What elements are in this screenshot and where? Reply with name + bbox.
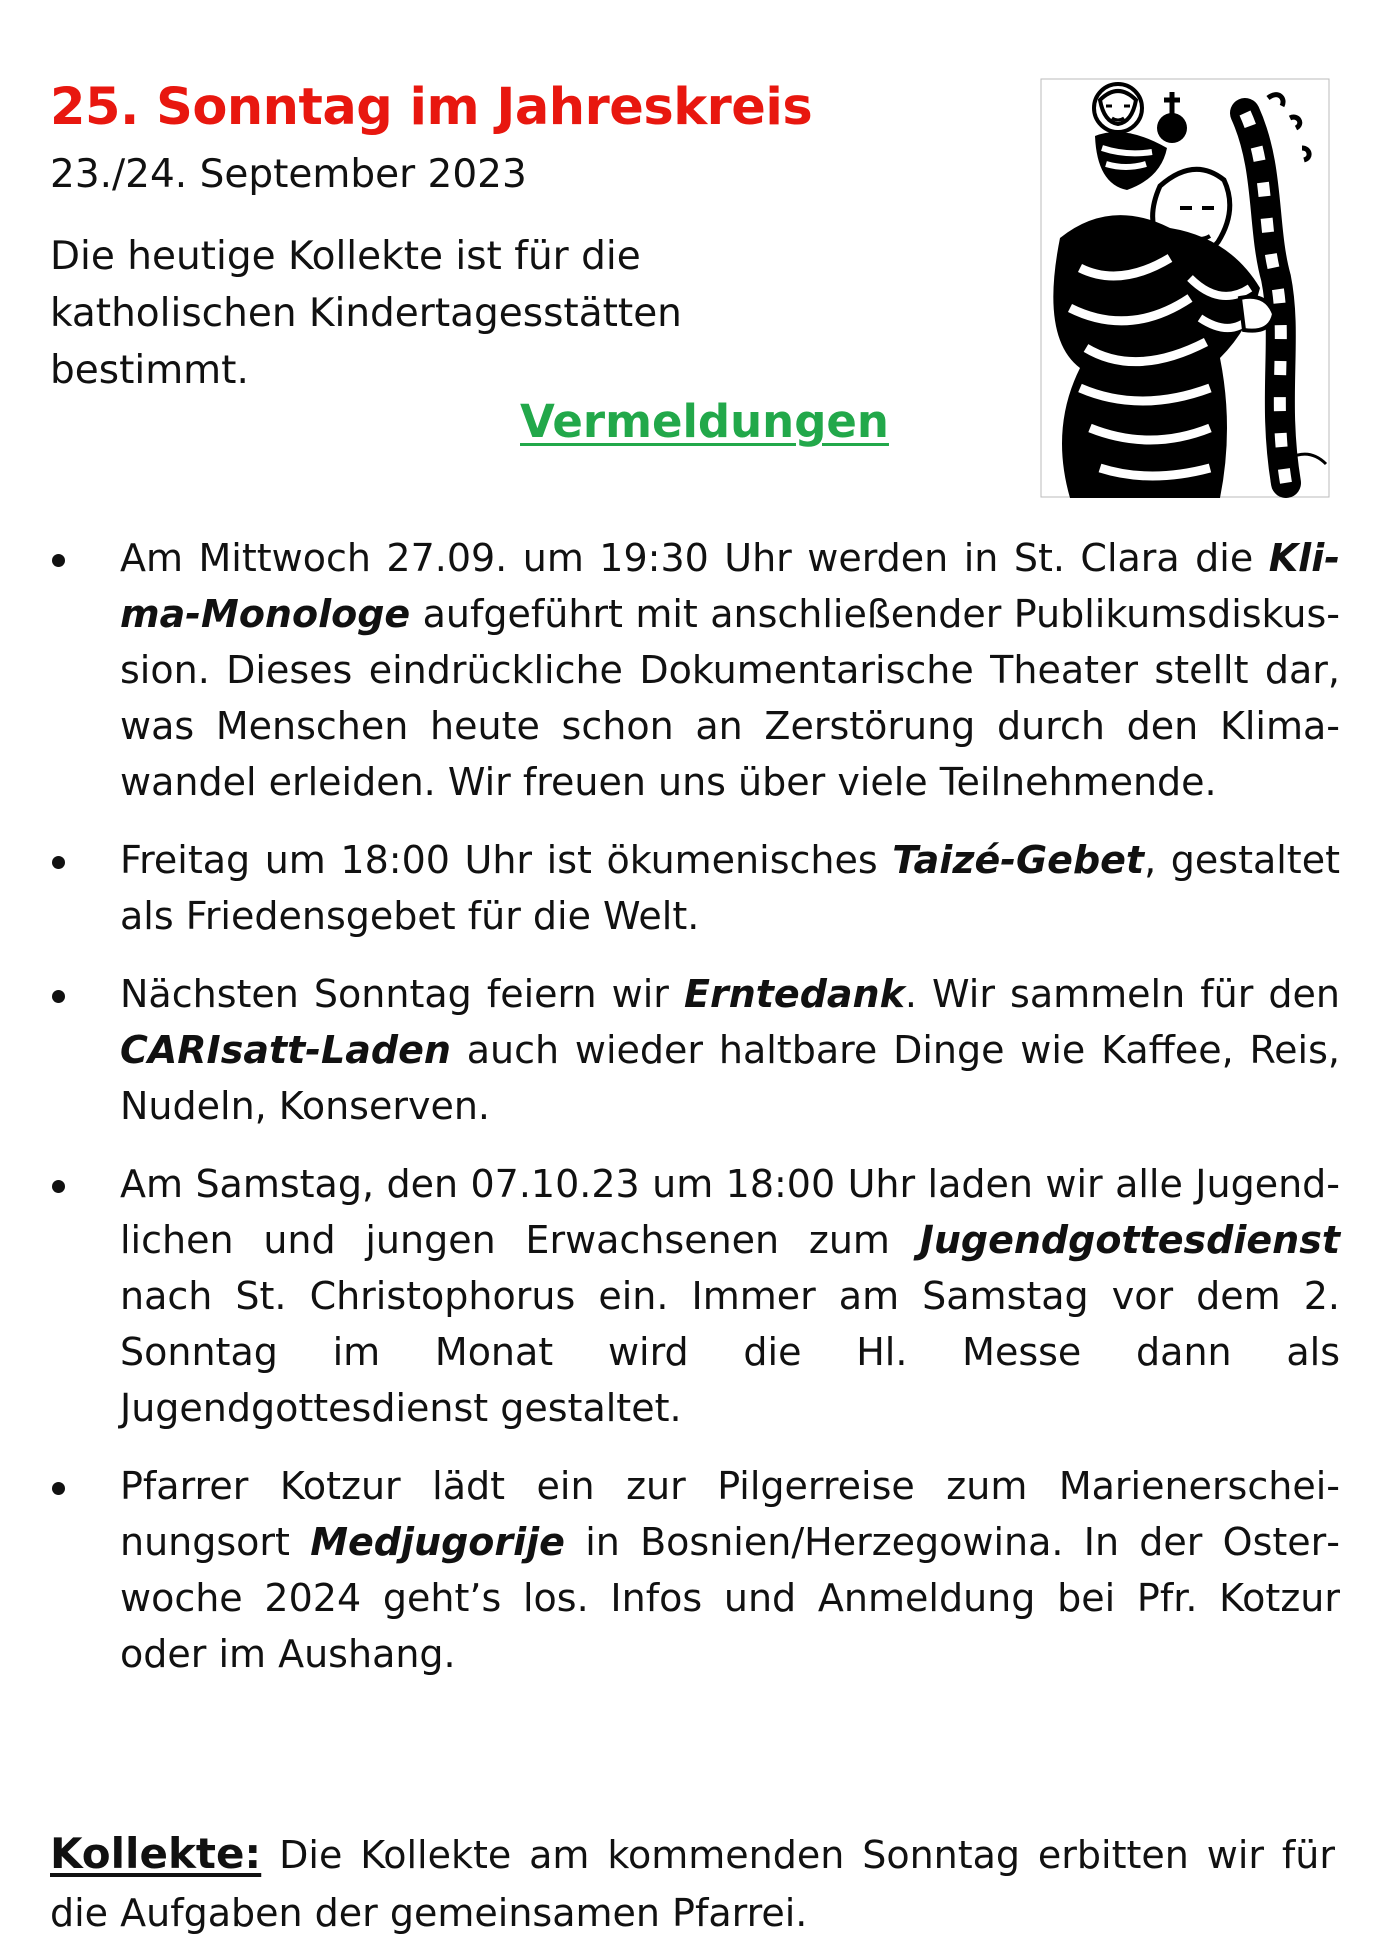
kollekte-label: Kollekte:: [50, 1829, 262, 1878]
event-name: CARIsatt-Laden: [120, 1028, 451, 1072]
bullet-icon: [52, 990, 65, 1003]
date-line: 23./24. September 2023: [50, 152, 527, 197]
page-title: 25. Sonntag im Jahreskreis: [50, 78, 813, 137]
announcement-text: Am Samstag, den 07.10.23 um 18:00 Uhr laden wir alle Jugendlichen und jungen Erwachsenen zum Jugendgottesdienst nach St. Christophorus ein. Immer am Samstag vor dem 2. Sonntag im Monat wird die Hl. Messe dann als Jugendgottesdienst gestaltet.: [120, 1162, 1340, 1430]
section-title: Vermeldungen: [520, 395, 889, 448]
announcement-text: Freitag um 18:00 Uhr ist ökumenisches Taizé-Gebet, gestaltet als Friedensgebet für die Welt.: [120, 838, 1340, 938]
list-item: [50, 530, 1340, 810]
saint-christopher-carrying-christ-child-icon: [1040, 78, 1330, 498]
list-item: [50, 1458, 1340, 1682]
announcement-text: Nächsten Sonntag feiern wir Erntedank. Wir sammeln für den CARIsatt-Laden auch wieder haltbare Dinge wie Kaffee, Reis, Nudeln, Konserven.: [120, 972, 1340, 1128]
list-item: [50, 966, 1340, 1134]
bullet-icon: [52, 856, 65, 869]
kollekte-text: Die Kollekte am kommenden Sonntag erbitten wir für die Aufgaben der gemeinsamen Pfarrei.: [50, 1833, 1335, 1935]
event-name: Jugendgottesdienst: [919, 1218, 1340, 1262]
announcement-text: Pfarrer Kotzur lädt ein zur Pilgerreise zum Marienerscheinungsort Medjugorije in Bosnien/Herzegowina. In der Osterwoche 2024 geht’s los. Infos und Anmeldung bei Pfr. Kotzur oder im Aushang.: [120, 1464, 1340, 1676]
announcement-list: [50, 530, 1340, 1704]
kollekte-footer: [50, 1825, 1335, 1942]
list-item: [50, 1156, 1340, 1436]
saint-christopher-illustration: [1040, 78, 1330, 498]
collection-note: Die heutige Kollekte ist für die katholischen Kindertagesstätten bestimmt.: [50, 234, 682, 393]
announcement-text: Am Mittwoch 27.09. um 19:30 Uhr werden in St. Clara die Klima-Monologe aufgeführt mit anschließender Publikumsdiskussion. Dieses eindrückliche Dokumentarische Theater stellt dar, was Menschen heute schon an Zerstörung durch den Klimawandel erleiden. Wir freuen uns über viele Teilnehmende.: [120, 536, 1340, 804]
event-name: Klima-Monologe: [120, 536, 1340, 636]
bullet-icon: [52, 1482, 65, 1495]
list-item: [50, 832, 1340, 944]
event-name: Medjugorije: [310, 1520, 565, 1564]
bullet-icon: [52, 1180, 65, 1193]
bullet-icon: [52, 554, 65, 567]
event-name: Erntedank: [684, 972, 905, 1016]
event-name: Taizé-Gebet: [892, 838, 1145, 882]
